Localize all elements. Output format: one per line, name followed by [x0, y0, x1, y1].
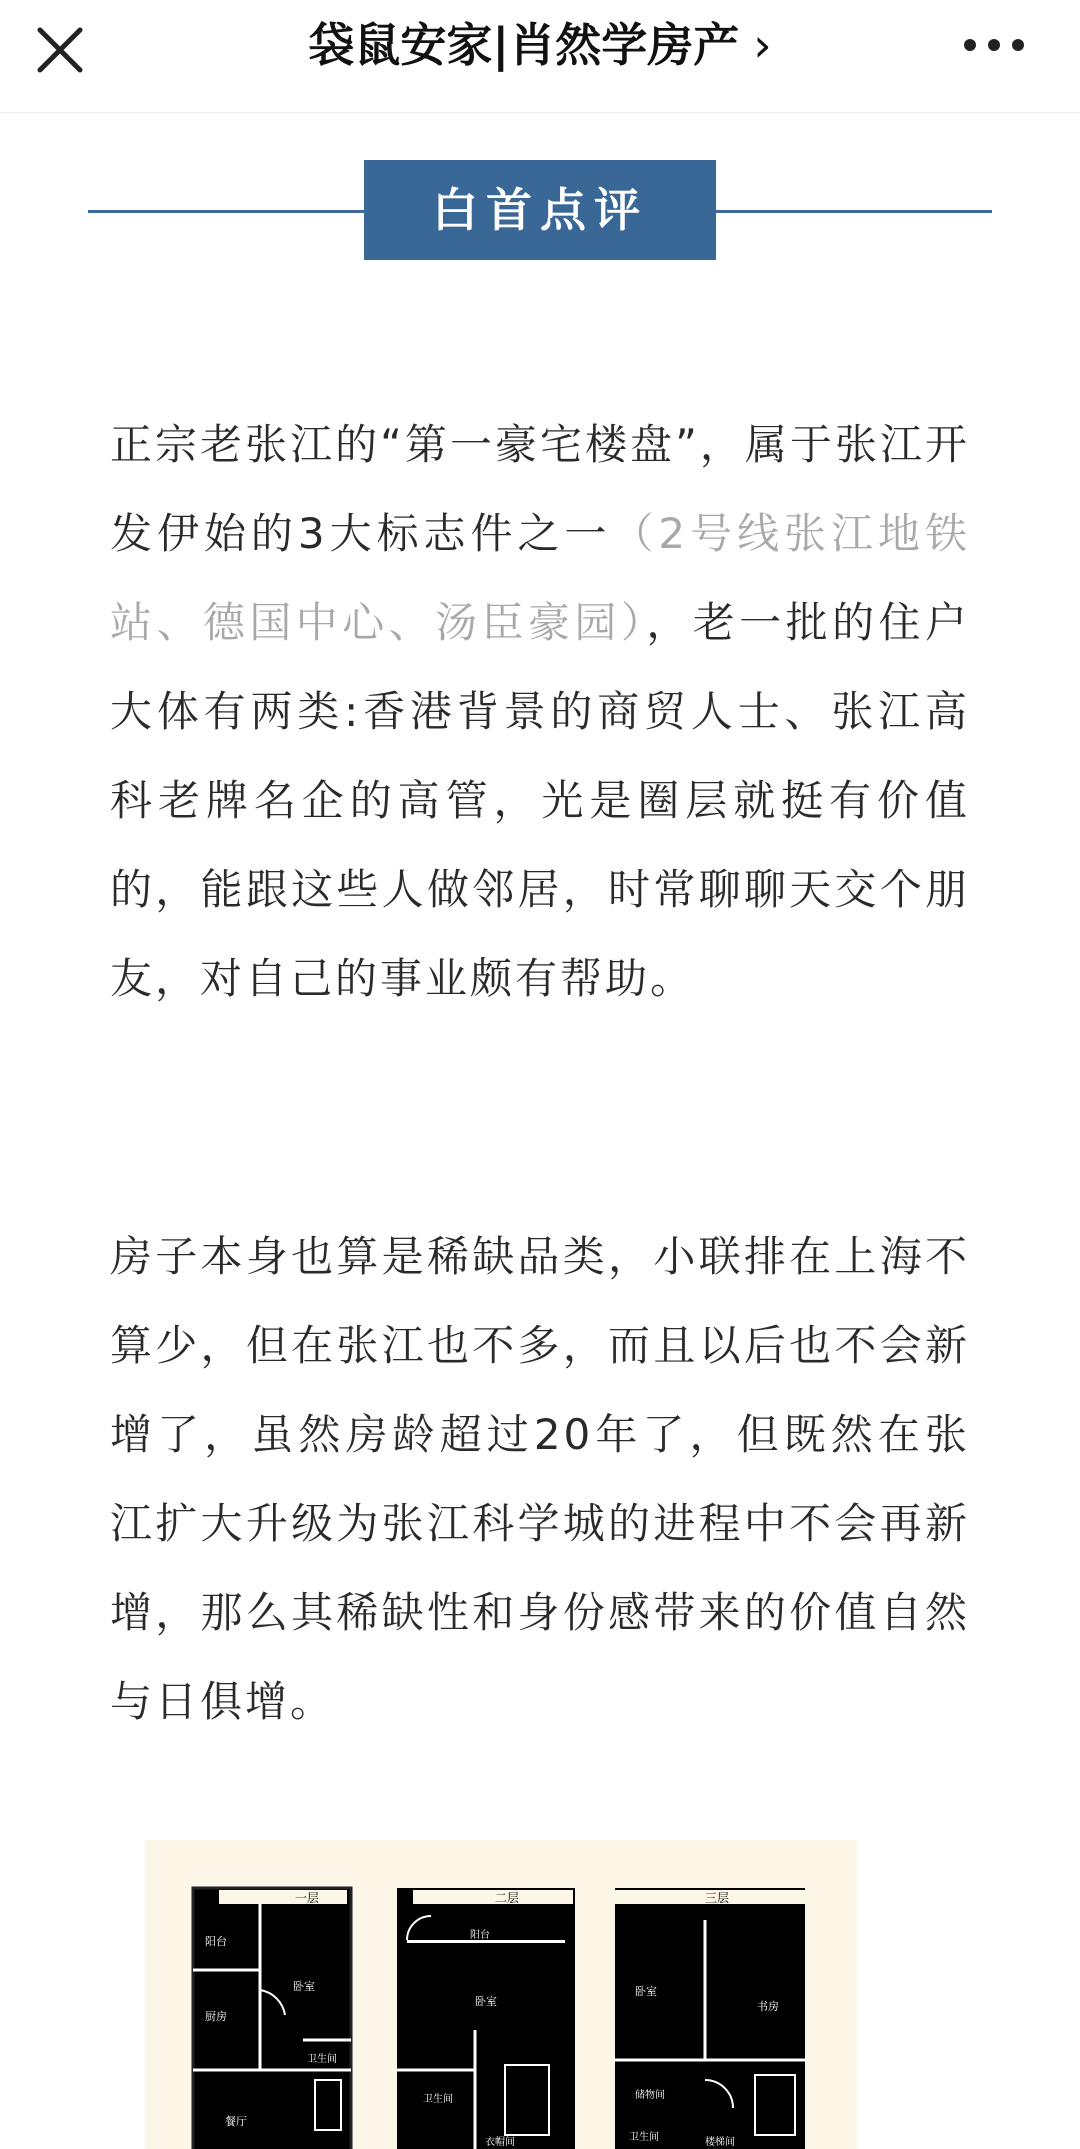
room-study-label: 书房 — [757, 2000, 779, 2013]
room-bedroom-label: 卧室 — [293, 1980, 315, 1993]
more-horizontal-icon — [954, 14, 1034, 76]
close-button[interactable] — [22, 12, 98, 88]
room-bathroom-label: 卫生间 — [629, 2132, 659, 2143]
room-bedroom-label: 卧室 — [635, 1985, 657, 1998]
header-divider-left — [88, 210, 364, 213]
room-bedroom-label: 卧室 — [475, 1995, 497, 2008]
paragraph-text: 正宗老张江的“第一豪宅楼盘”，属于张江开发伊始的3大标志件之一 — [110, 420, 970, 558]
floor-3-label: 三层 — [705, 1891, 730, 1905]
room-balcony-label: 阳台 — [205, 1935, 227, 1948]
floor-3-plan — [615, 1888, 805, 2149]
chevron-right-icon: › — [753, 18, 772, 72]
account-title-link[interactable] — [200, 14, 880, 76]
floorplan-image[interactable] — [145, 1840, 857, 2149]
room-dining-label: 餐厅 — [225, 2115, 247, 2128]
floorplan-drawing — [145, 1840, 857, 2149]
room-bathroom-label: 卫生间 — [307, 2054, 337, 2065]
paragraph-muted-note: （2号线张江地铁站、德国中心、汤臣豪园） — [110, 509, 970, 647]
paragraph-scarcity — [110, 1212, 970, 1746]
top-bar — [0, 0, 1080, 113]
account-title: 袋鼠安家|肖然学房产 — [308, 18, 740, 72]
paragraph-text: 房子本身也算是稀缺品类，小联排在上海不算少，但在张江也不多，而且以后也不会新增了，虽然房龄超过20年了，但既然在张江扩大升级为张江科学城的进程中不会再新增，那么其稀缺性和身份感带来的价值自然与日俱增。 — [110, 1232, 970, 1726]
floor-1-plan — [193, 1888, 351, 2149]
room-storage-label: 储物间 — [635, 2090, 665, 2101]
close-icon — [22, 12, 98, 88]
floor-2-plan — [397, 1888, 575, 2149]
paragraph-community — [110, 400, 970, 1023]
section-header — [88, 160, 992, 260]
header-divider-right — [716, 210, 992, 213]
room-kitchen-label: 厨房 — [205, 2010, 227, 2023]
floor-1-label: 一层 — [295, 1891, 320, 1905]
room-stairs-label: 楼梯间 — [705, 2137, 735, 2148]
floor-2-label: 二层 — [495, 1891, 520, 1905]
room-cloakroom-label: 衣帽间 — [485, 2137, 515, 2148]
paragraph-text: ，老一批的住户大体有两类:香港背景的商贸人士、张江高科老牌名企的高管，光是圈层就挺有价值的，能跟这些人做邻居，时常聊聊天交个朋友，对自己的事业颇有帮助。 — [110, 598, 970, 1003]
room-balcony-label: 阳台 — [470, 1930, 490, 1941]
room-bathroom-label: 卫生间 — [423, 2094, 453, 2105]
section-title: 白首点评 — [364, 160, 716, 260]
more-button[interactable] — [954, 14, 1034, 76]
